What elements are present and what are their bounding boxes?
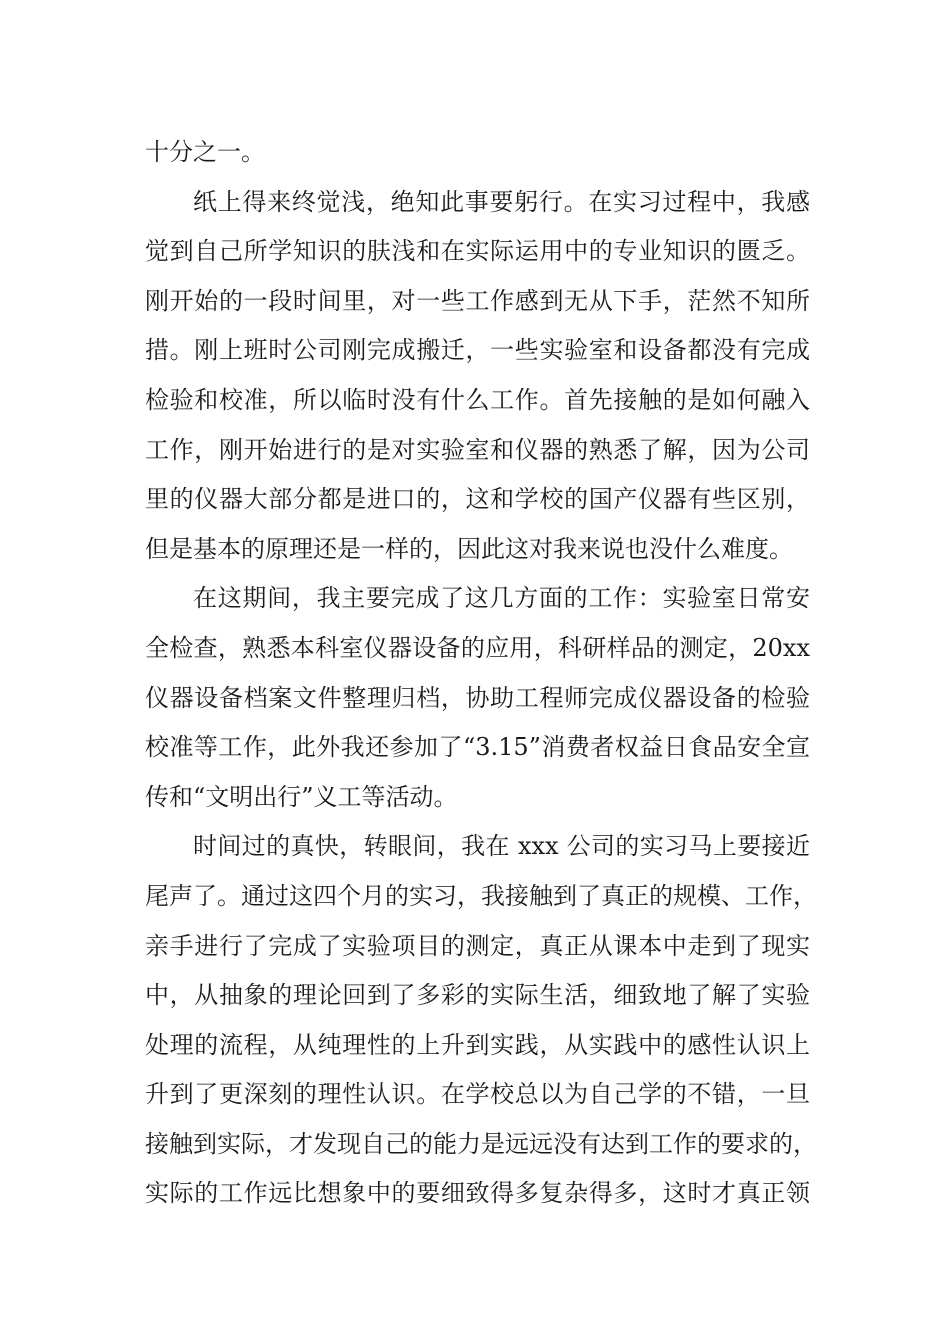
- text-line: 仪器设备档案文件整理归档，协助工程师完成仪器设备的检验: [145, 683, 810, 712]
- text-line: 在这期间，我主要完成了这几方面的工作：实验室日常安: [193, 584, 810, 613]
- text-line: 但是基本的原理还是一样的，因此这对我来说也没什么难度。: [145, 534, 793, 563]
- text-line: 工作，刚开始进行的是对实验室和仪器的熟悉了解，因为公司: [145, 435, 810, 464]
- text-line: 纸上得来终觉浅，绝知此事要躬行。在实习过程中，我感: [193, 187, 810, 216]
- text-line: 觉到自己所学知识的肤浅和在实际运用中的专业知识的匮乏。: [145, 237, 810, 266]
- text-line: 里的仪器大部分都是进口的，这和学校的国产仪器有些区别，: [145, 485, 810, 514]
- text-line: 时间过的真快，转眼间，我在 xxx 公司的实习马上要接近: [193, 832, 810, 861]
- text-line: 全检查，熟悉本科室仪器设备的应用，科研样品的测定，20xx: [145, 633, 810, 662]
- text-line: 措。刚上班时公司刚完成搬迁，一些实验室和设备都没有完成: [145, 336, 810, 365]
- text-line: 中，从抽象的理论回到了多彩的实际生活，细致地了解了实验: [145, 981, 810, 1010]
- text-line: 尾声了。通过这四个月的实习，我接触到了真正的规模、工作，: [145, 881, 817, 910]
- text-line: 处理的流程，从纯理性的上升到实践，从实践中的感性认识上: [145, 1030, 810, 1059]
- text-line: 刚开始的一段时间里，对一些工作感到无从下手，茫然不知所: [145, 286, 810, 315]
- text-line: 检验和校准，所以临时没有什么工作。首先接触的是如何融入: [145, 385, 810, 414]
- text-line: 升到了更深刻的理性认识。在学校总以为自己学的不错，一旦: [145, 1080, 810, 1109]
- text-line: 接触到实际，才发现自己的能力是远远没有达到工作的要求的，: [145, 1129, 817, 1158]
- text-line: 校准等工作，此外我还参加了“3.15”消费者权益日食品安全宣: [145, 733, 810, 762]
- text-line: 实际的工作远比想象中的要细致得多复杂得多，这时才真正领: [145, 1179, 810, 1208]
- text-line: 亲手进行了完成了实验项目的测定，真正从课本中走到了现实: [145, 931, 810, 960]
- text-line: 传和“文明出行”义工等活动。: [145, 782, 458, 811]
- text-line: 十分之一。: [145, 138, 265, 166]
- body-text: [145, 128, 817, 1219]
